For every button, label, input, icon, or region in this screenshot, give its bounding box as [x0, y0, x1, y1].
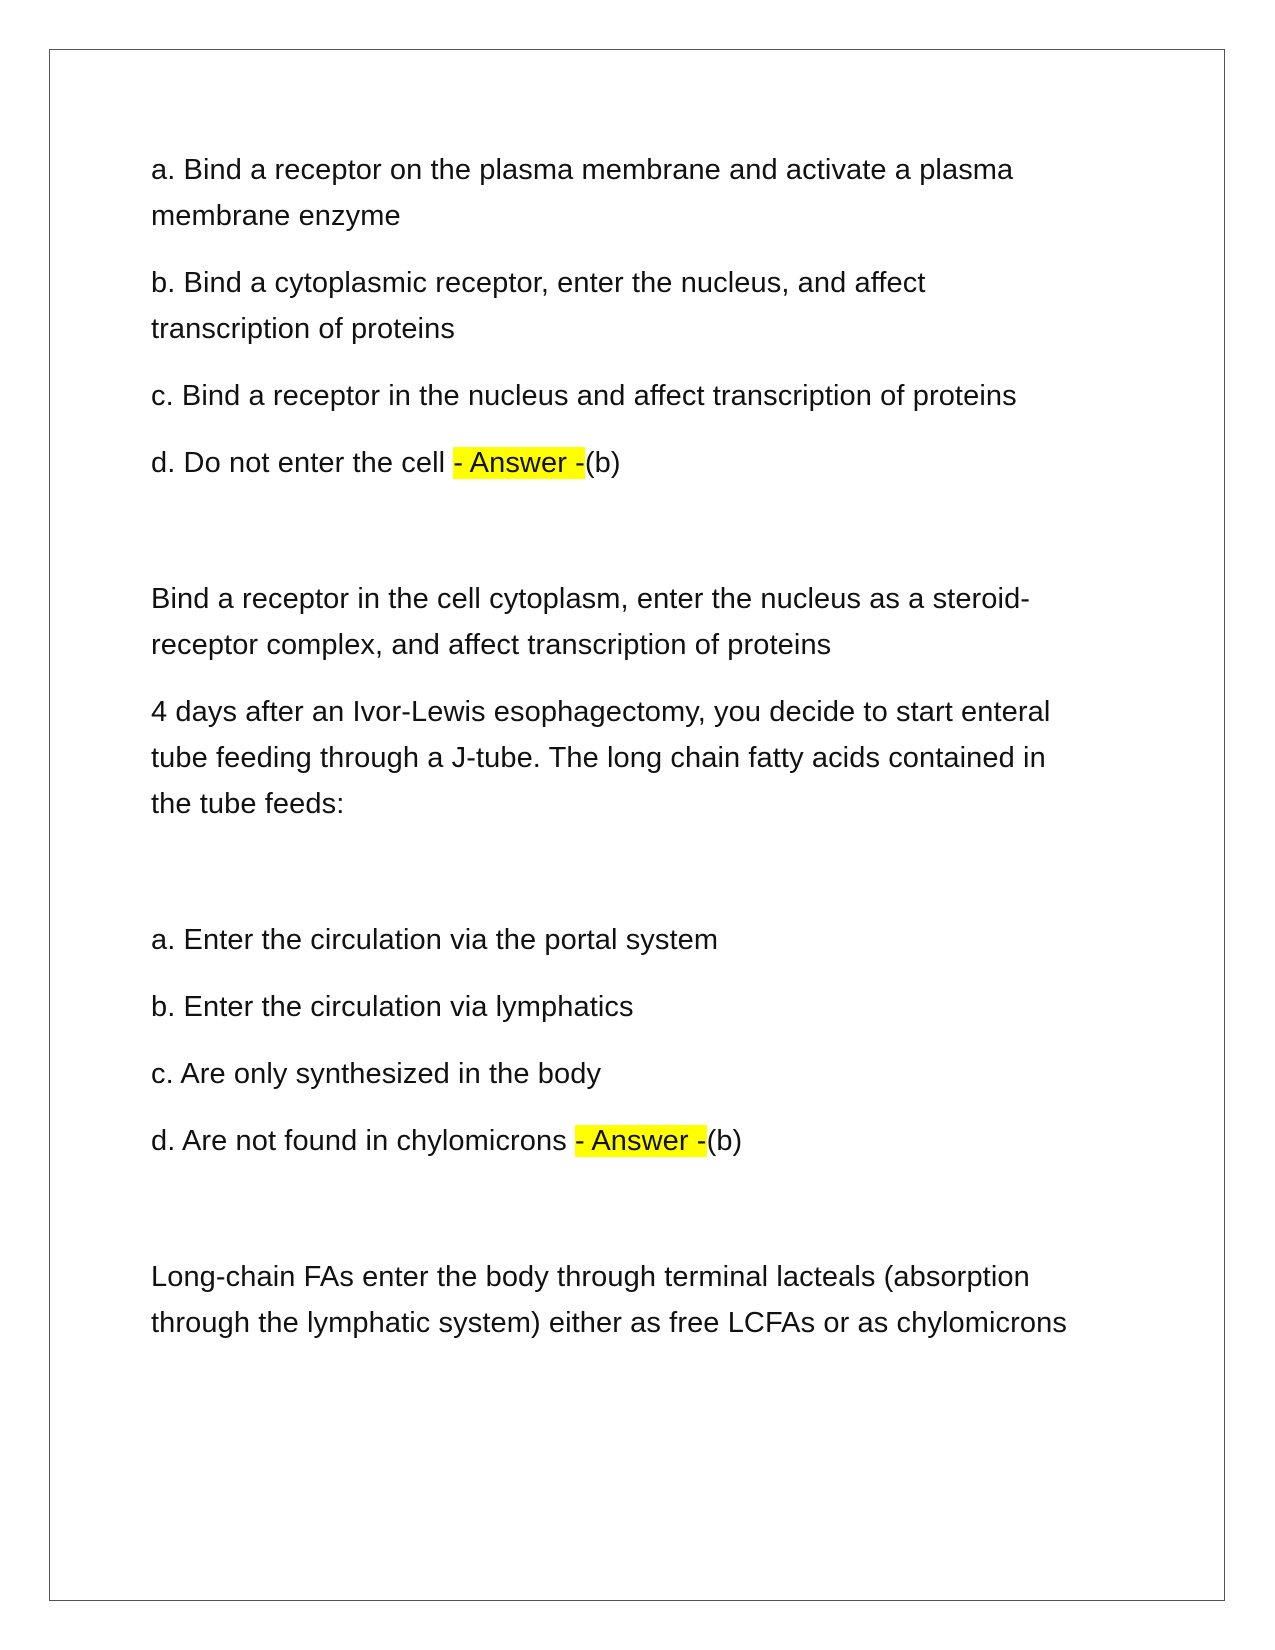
- q2-explanation-line2: through the lymphatic system) either as free LCFAs or as chylomicrons: [151, 1307, 1067, 1339]
- q1-explanation-line2: receptor complex, and affect transcription of proteins: [151, 629, 832, 661]
- q1-option-a-line1: a. Bind a receptor on the plasma membrane and activate a plasma: [151, 154, 1014, 186]
- q1-answer-label: - Answer -: [453, 447, 585, 479]
- q2-answer-value: (b): [706, 1125, 743, 1157]
- q1-option-b-line2: transcription of proteins: [151, 313, 455, 345]
- q2-option-b: b. Enter the circulation via lymphatics: [151, 991, 634, 1023]
- q2-answer-label: - Answer -: [575, 1125, 707, 1157]
- q2-option-d-text: d. Are not found in chylomicrons: [151, 1125, 576, 1157]
- q2-option-c: c. Are only synthesized in the body: [151, 1058, 602, 1090]
- q2-stem-line2: tube feeding through a J-tube. The long chain fatty acids contained in: [151, 742, 1046, 774]
- q2-explanation-line1: Long-chain FAs enter the body through terminal lacteals (absorption: [151, 1261, 1030, 1293]
- q1-answer-value: (b): [584, 447, 621, 479]
- q1-option-d-text: d. Do not enter the cell: [151, 447, 454, 479]
- q2-option-d: [151, 1123, 742, 1159]
- q2-stem-line3: the tube feeds:: [151, 788, 345, 820]
- q1-option-d: [151, 445, 621, 481]
- q1-option-c: c. Bind a receptor in the nucleus and affect transcription of proteins: [151, 380, 1017, 412]
- q2-stem-line1: 4 days after an Ivor-Lewis esophagectomy, you decide to start enteral: [151, 696, 1051, 728]
- q1-option-b-line1: b. Bind a cytoplasmic receptor, enter the nucleus, and affect: [151, 267, 926, 299]
- q1-explanation-line1: Bind a receptor in the cell cytoplasm, enter the nucleus as a steroid-: [151, 583, 1031, 615]
- q2-option-a: a. Enter the circulation via the portal system: [151, 924, 719, 956]
- q1-option-a-line2: membrane enzyme: [151, 200, 401, 232]
